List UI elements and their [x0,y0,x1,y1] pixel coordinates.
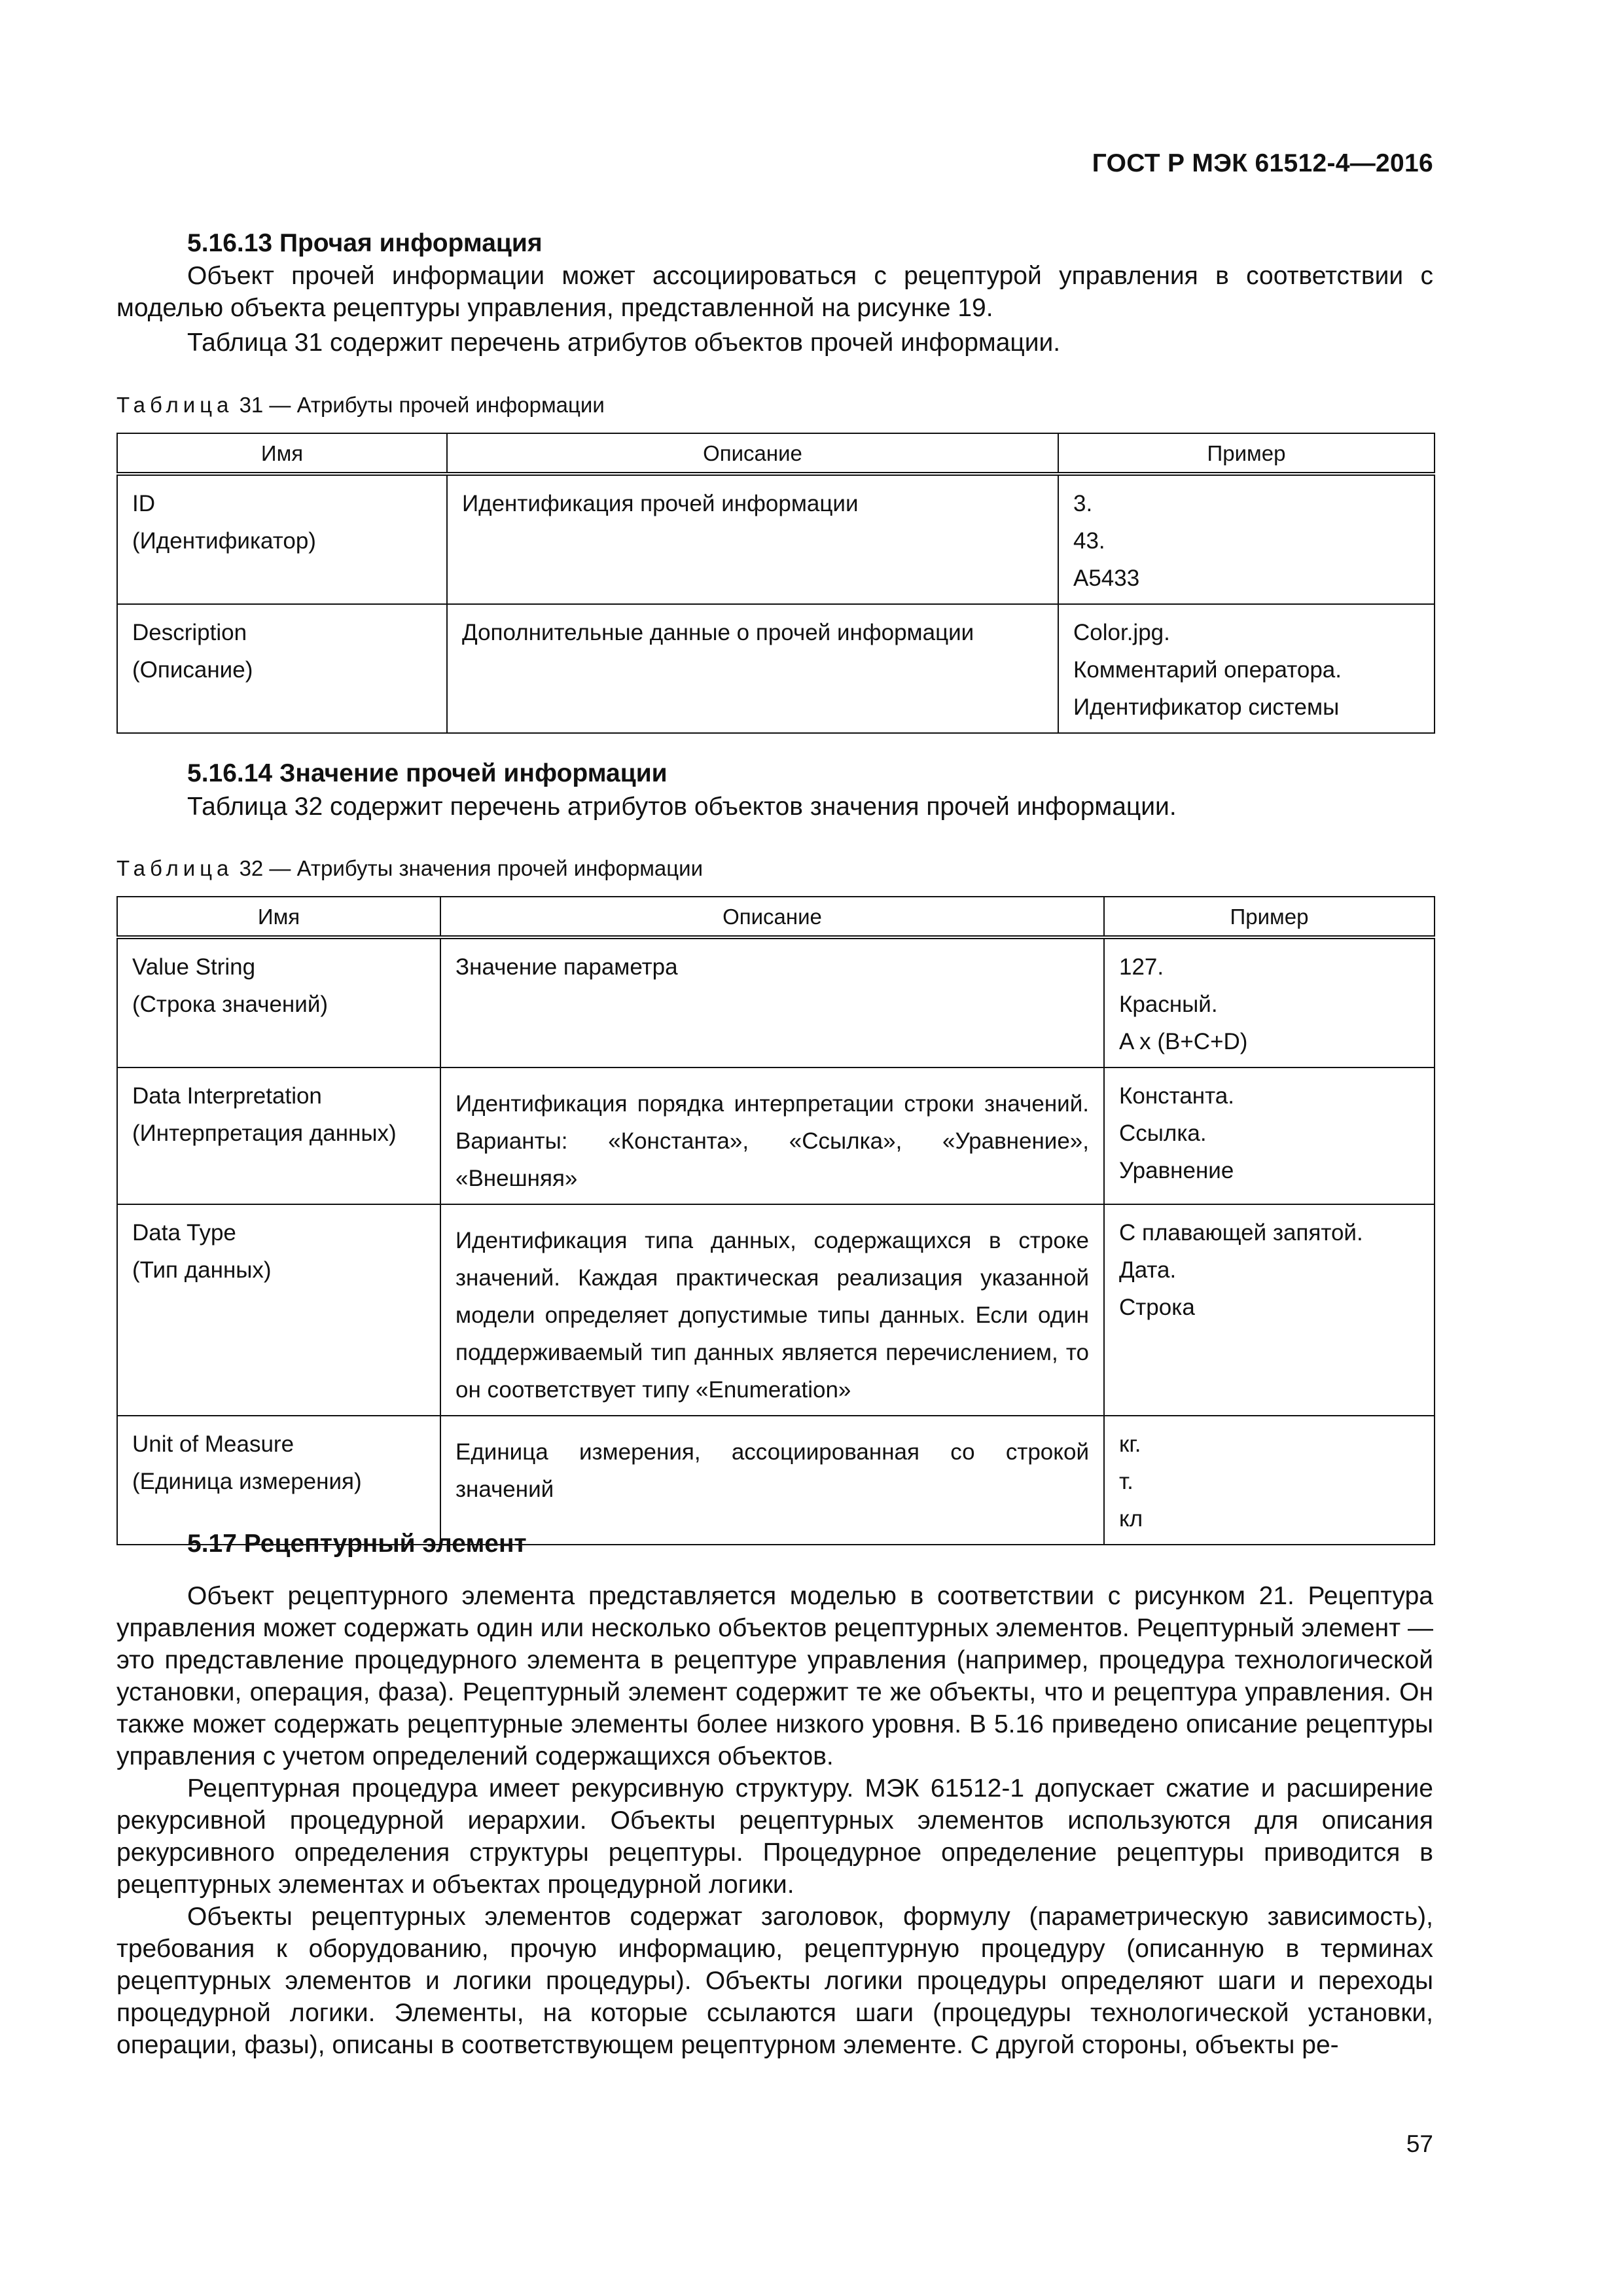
example-value: Уравнение [1119,1158,1234,1183]
column-header: Пример [1058,433,1435,474]
example-value: Красный. [1119,992,1218,1017]
paragraph [116,260,1433,324]
paragraph: Объекты рецептурных элементов содержат заголовок, формулу (параметрическую зависимость), требования к оборудованию, прочую информацию, рецептурную процедуру (описанную в терминах рецептурных элементов и логики процедуры). Объекты логики процедуры определяют шаги и переходы процедурной логики. Элементы, на которые ссылаются шаги (процедуры технологической установки, операции, фазы), описаны в соответствующем рецептурном элементе. С другой стороны, объекты ре- [116,1903,1433,2059]
paragraph: Объект рецептурного элемента представляется моделью в соответствии с рисунком 21. Рецептура управления может содержать один или несколько объектов рецептурных элементов. Рецептурный элемент — это представление процедурного элемента в рецептуре управления (например, процедура технологической установки, операция, фаза). Рецептурный элемент содержит те же объекты, что и рецептура управления. Он также может содержать рецептурные элементы более низкого уровня. В 5.16 приведено описание рецептуры управления с учетом определений содержащихся объектов. [116,1582,1433,1770]
paragraph-line: моделью объекта рецептуры управления, представленной на рисунке 19. [116,294,993,322]
example-value: кл [1119,1506,1143,1532]
section-heading-5-16-14: 5.16.14 Значение прочей информации [187,759,668,787]
section-heading-5-16-13: 5.16.13 Прочая информация [187,229,543,257]
example-value: A5433 [1073,565,1140,591]
name-ru: (Тип данных) [132,1257,272,1283]
example-cell [1104,937,1435,1067]
page-number: 57 [1406,2130,1433,2157]
example-cell [1058,474,1435,604]
name-en: Unit of Measure [132,1431,294,1457]
name-en: Data Interpretation [132,1083,322,1109]
example-value: 127. [1119,954,1164,980]
name-ru: (Описание) [132,657,253,683]
example-value: Идентификатор системы [1073,694,1340,720]
caption-label: Таблица [116,393,234,417]
column-header: Имя [117,897,440,937]
example-cell [1104,1067,1435,1204]
table-header-row [117,433,1435,474]
caption-label: Таблица [116,856,234,880]
name-en: Value String [132,954,256,980]
name-ru: (Единица измерения) [132,1469,362,1494]
caption-text: 31 — Атрибуты прочей информации [239,393,605,417]
name-cell [117,937,440,1067]
description-cell: Идентификация типа данных, содержащихся в строке значений. Каждая практическая реализация указанной модели определяет допустимые типы данных. Если один поддерживаемый тип данных является перечислением, то он соответствует типу «Enumeration» [440,1204,1104,1416]
example-value: A x (B+C+D) [1119,1029,1248,1054]
example-value: Строка [1119,1295,1195,1320]
column-header: Описание [447,433,1058,474]
name-en: Data Type [132,1220,236,1246]
name-cell [117,1204,440,1416]
table-row [117,937,1435,1067]
paragraph: Таблица 31 содержит перечень атрибутов объектов прочей информации. [187,329,1061,357]
name-cell [117,1416,440,1545]
table-32 [116,896,1435,1545]
section-body [116,1580,1433,2061]
column-header: Имя [117,433,447,474]
table-row [117,1416,1435,1545]
example-value: Дата. [1119,1257,1177,1283]
table-caption [116,393,605,418]
column-header: Описание [440,897,1104,937]
name-ru: (Идентификатор) [132,528,316,554]
section-heading-5-17: 5.17 Рецептурный элемент [187,1530,527,1558]
example-cell [1058,604,1435,733]
example-value: С плавающей запятой. [1119,1220,1363,1246]
table-row [117,604,1435,733]
description-cell: Единица измерения, ассоциированная со строкой значений [440,1416,1104,1545]
table-31 [116,433,1435,734]
caption-text: 32 — Атрибуты значения прочей информации [239,856,704,880]
paragraph: Таблица 32 содержит перечень атрибутов объектов значения прочей информации. [187,793,1177,821]
table-row [117,1067,1435,1204]
description-cell: Идентификация порядка интерпретации строки значений. Варианты: «Константа», «Ссылка», «Уравнение», «Внешняя» [440,1067,1104,1204]
name-en: Description [132,620,247,645]
table-row [117,1204,1435,1416]
standard-header: ГОСТ Р МЭК 61512-4—2016 [1092,149,1433,177]
example-value: Комментарий оператора. [1073,657,1342,683]
example-value: Ссылка. [1119,1121,1207,1146]
example-cell [1104,1416,1435,1545]
column-header: Пример [1104,897,1435,937]
example-value: кг. [1119,1431,1141,1457]
description-cell: Идентификация прочей информации [447,474,1058,604]
example-value: 43. [1073,528,1105,554]
name-cell [117,1067,440,1204]
name-cell [117,474,447,604]
name-en: ID [132,491,155,516]
example-value: Color.jpg. [1073,620,1170,645]
table-header-row [117,897,1435,937]
paragraph: Рецептурная процедура имеет рекурсивную структуру. МЭК 61512-1 допускает сжатие и расширение рекурсивной процедурной иерархии. Объекты рецептурных элементов используются для описания рекурсивного определения структуры рецептуры. Процедурное определение рецептуры приводится в рецептурных элементах и объектах процедурной логики. [116,1774,1433,1899]
example-value: т. [1119,1469,1133,1494]
table-row [117,474,1435,604]
description-cell: Дополнительные данные о прочей информации [447,604,1058,733]
table-caption [116,856,703,881]
example-cell [1104,1204,1435,1416]
example-value: Константа. [1119,1083,1234,1109]
description-cell: Значение параметра [440,937,1104,1067]
name-ru: (Интерпретация данных) [132,1121,397,1146]
name-ru: (Строка значений) [132,992,329,1017]
paragraph-line: Объект прочей информации может ассоциироваться с рецептурой управления в соответствии с [187,262,1433,290]
example-value: 3. [1073,491,1093,516]
name-cell [117,604,447,733]
